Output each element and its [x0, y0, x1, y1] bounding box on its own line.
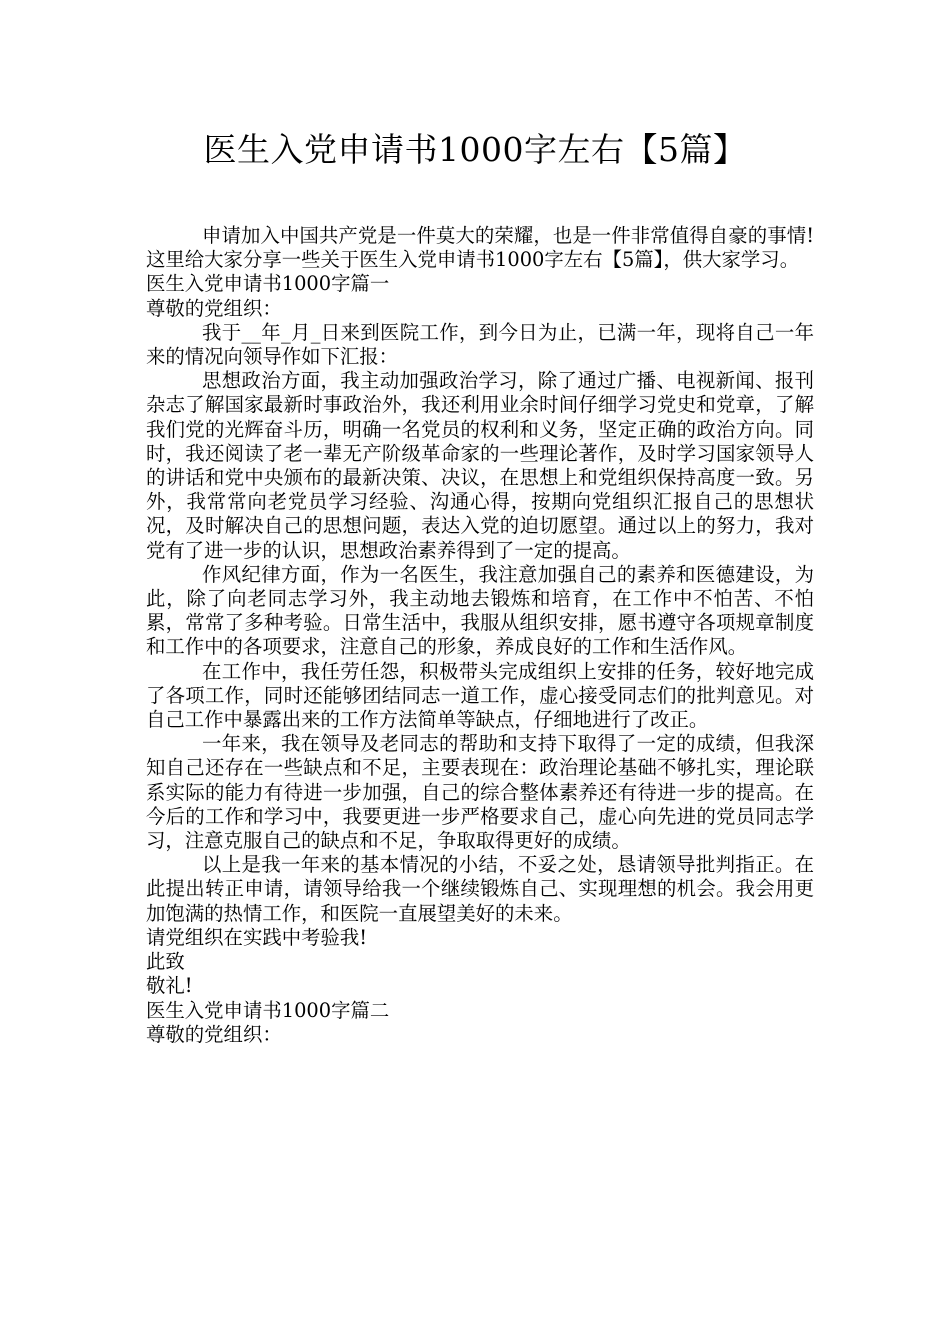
body-paragraph: 一年来，我在领导及老同志的帮助和支持下取得了一定的成绩，但我深知自己还存在一些缺点和不足，主要表现在：政治理论基础不够扎实，理论联系实际的能力有待进一步加强，自己的综合整体素养还有待进一步的提高。在今后的工作和学习中，我要更进一步严格要求自己，虚心向先进的党员同志学习，注意克服自己的缺点和不足，争取取得更好的成绩。: [146, 732, 814, 853]
document-body: [146, 224, 814, 1047]
body-paragraph: 在工作中，我任劳任怨，积极带头完成组织上安排的任务，较好地完成了各项工作，同时还能够团结同志一道工作，虚心接受同志们的批判意见。对自己工作中暴露出来的工作方法简单等缺点，仔细地进行了改正。: [146, 659, 814, 732]
salutation-1: 尊敬的党组织：: [146, 296, 282, 320]
body-paragraph: 思想政治方面，我主动加强政治学习，除了通过广播、电视新闻、报刊杂志了解国家最新时事政治外，我还利用业余时间仔细学习党史和党章，了解我们党的光辉奋斗历，明确一名党员的权利和义务，坚定正确的政治方向。同时，我还阅读了老一辈无产阶级革命家的一些理论著作，及时学习国家领导人的讲话和党中央颁布的最新决策、决议，在思想上和党组织保持高度一致。另外，我常常向老党员学习经验、沟通心得，按期向党组织汇报自己的思想状况，及时解决自己的思想问题，表达入党的迫切愿望。通过以上的努力，我对党有了进一步的认识，思想政治素养得到了一定的提高。: [146, 369, 814, 562]
intro-paragraph: 申请加入中国共产党是一件莫大的荣耀，也是一件非常值得自豪的事情!这里给大家分享一些关于医生入党申请书1000字左右【5篇】，供大家学习。: [146, 224, 814, 272]
section-heading-2: 医生入党申请书1000字篇二: [146, 998, 390, 1022]
closing-line: 此致: [146, 950, 185, 974]
body-paragraph: 我于__年_月_日来到医院工作，到今日为止，已满一年，现将自己一年来的情况向领导作如下汇报：: [146, 320, 814, 369]
closing-line: 请党组织在实践中考验我!: [146, 925, 368, 949]
salutation-2: 尊敬的党组织：: [146, 1022, 282, 1046]
section-heading-1: 医生入党申请书1000字篇一: [146, 272, 390, 296]
document-title: 医生入党申请书1000字左右【5篇】: [203, 130, 747, 169]
body-paragraph: 作风纪律方面，作为一名医生，我注意加强自己的素养和医德建设，为此，除了向老同志学习外，我主动地去锻炼和培育，在工作中不怕苦、不怕累，常常了多种考验。日常生活中，我服从组织安排，愿书遵守各项规章制度和工作中的各项要求，注意自己的形象，养成良好的工作和生活作风。: [146, 562, 814, 659]
body-paragraph: 以上是我一年来的基本情况的小结，不妥之处，恳请领导批判指正。在此提出转正申请，请领导给我一个继续锻炼自己、实现理想的机会。我会用更加饱满的热情工作，和医院一直展望美好的未来。: [146, 853, 814, 925]
closing-line: 敬礼!: [146, 974, 193, 998]
